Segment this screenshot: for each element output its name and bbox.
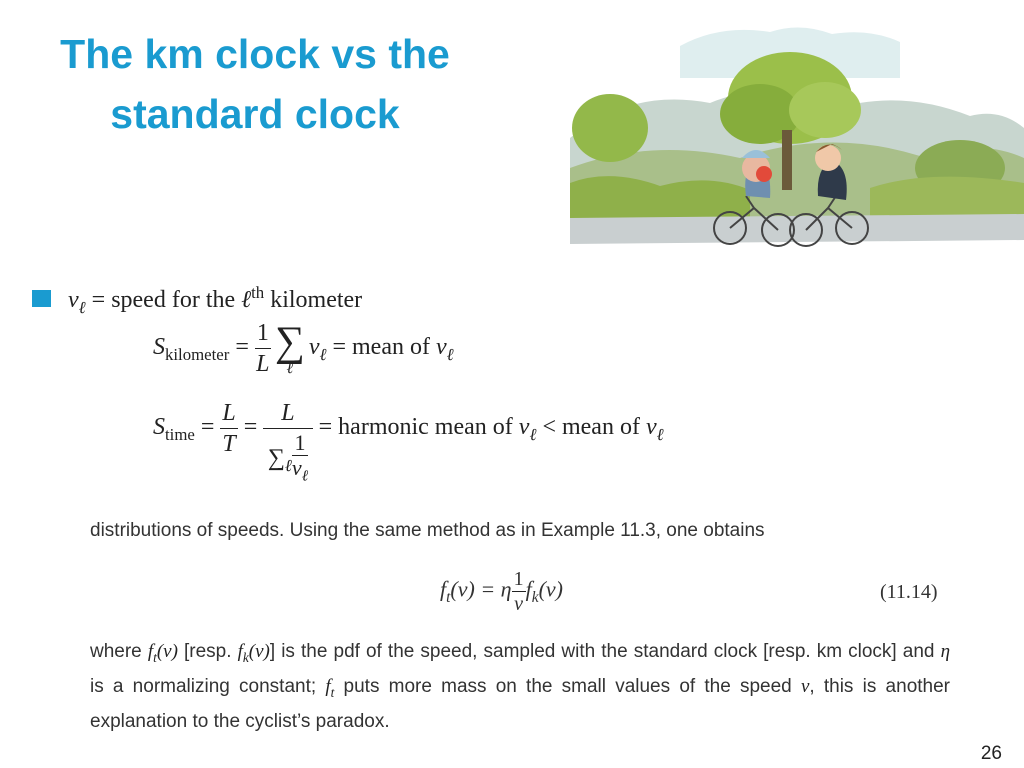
paper-eq-rhs: f — [525, 576, 532, 602]
para-fk: f — [237, 641, 243, 662]
eq1-var-sub: ℓ — [319, 344, 327, 364]
eq2-den-sigma-sub: ℓ — [284, 456, 292, 476]
para-d: is a normalizing constant; — [90, 675, 326, 697]
eq1-rhs: = mean of — [326, 334, 436, 361]
slide-title — [20, 24, 490, 144]
cyclists-illustration — [570, 18, 1024, 250]
eq1-lhs-sub: kilometer — [165, 344, 230, 364]
paper-equation-number: (11.14) — [880, 581, 938, 603]
title-line-2: standard clock — [110, 91, 400, 137]
eq1-equals: = — [229, 334, 255, 361]
eq2-rhs-var1: v — [518, 414, 530, 441]
eq1-var: v — [308, 334, 320, 361]
paper-eq-fraction — [512, 567, 526, 616]
paper-eq-lhs-sub: t — [446, 588, 451, 606]
bullet-symbol: v — [68, 287, 79, 313]
para-f: , this is another explanation to the cyclist’s paradox. — [90, 675, 950, 732]
eq2-inner-den: v — [291, 455, 302, 480]
eq1-sigma: ∑ — [274, 318, 305, 365]
para-a: where — [90, 641, 148, 662]
eq2-rhs-a: = harmonic mean of — [312, 414, 519, 441]
eq2-equals-2: = — [237, 414, 264, 441]
para-fk-sub: k — [242, 649, 249, 665]
bullet-text-b: kilometer — [264, 287, 363, 313]
eq2-frac2-den — [263, 429, 312, 488]
para-e: puts more mass on the small values of the speed — [334, 675, 801, 697]
bullet-marker — [32, 290, 51, 307]
eq1-rhs-var: v — [435, 334, 447, 361]
eq2-inner-num: 1 — [292, 431, 308, 456]
paper-paragraph — [90, 637, 950, 736]
eq1-lhs: S — [153, 334, 165, 361]
paper-eq-lhs: f — [440, 576, 447, 602]
page-number: 26 — [980, 743, 1002, 764]
eq2-inner-fraction — [292, 431, 308, 488]
eq1-sum — [274, 318, 305, 377]
eq2-lhs: S — [153, 414, 165, 441]
eq2-equals-1: = — [194, 414, 221, 441]
eq1-rhs-var-sub: ℓ — [446, 344, 454, 364]
eq2-rhs-var1-sub: ℓ — [529, 424, 537, 444]
paper-eq-rhs-arg: (v) — [538, 576, 563, 602]
eq2-fraction-1 — [220, 398, 237, 459]
para-fk-arg: (v) — [248, 641, 270, 662]
eq2-rhs-b: < mean of — [536, 414, 646, 441]
eq2-lhs-sub: time — [165, 424, 195, 444]
para-ft2: f — [325, 675, 331, 697]
paper-equation — [440, 567, 563, 616]
paper-eq-arg: (v) = η — [450, 576, 512, 602]
bullet-ell: ℓ — [241, 287, 252, 313]
paper-eq-rhs-sub: k — [531, 588, 539, 606]
para-c: ] is the pdf of the speed, sampled with the standard clock [resp. km clock] and — [269, 641, 941, 662]
eq2-frac2-num: L — [263, 398, 312, 429]
para-ft-sub: t — [153, 649, 157, 665]
para-v: v — [800, 675, 810, 697]
para-ft2-sub: t — [330, 684, 335, 700]
equation-time — [153, 398, 664, 488]
bullet-text — [68, 283, 362, 318]
bullet-symbol-sub: ℓ — [78, 297, 86, 317]
eq2-frac1-num: L — [220, 398, 237, 429]
equation-kilometer — [153, 318, 454, 379]
bullet-text-a: = speed for the — [85, 287, 242, 313]
eq2-inner-den-sub: ℓ — [301, 467, 309, 485]
eq1-fraction — [255, 318, 271, 379]
eq1-sigma-sub: ℓ — [286, 359, 294, 377]
eq2-fraction-2 — [263, 398, 312, 488]
paper-eq-frac-den: v — [514, 593, 524, 615]
eq2-frac1-den: T — [222, 431, 236, 457]
title-line-1: The km clock vs the — [60, 31, 450, 77]
bullet-sup: th — [251, 283, 265, 302]
paper-line-1: distributions of speeds. Using the same method as in Example 11.3, one obtains — [90, 520, 765, 541]
para-b: [resp. — [177, 641, 238, 662]
paper-eq-frac-num: 1 — [513, 568, 524, 590]
para-eta: η — [940, 641, 950, 662]
para-ft: f — [147, 641, 154, 662]
eq2-rhs-var2-sub: ℓ — [656, 424, 664, 444]
eq2-den-sigma: ∑ — [267, 445, 285, 472]
eq2-rhs-var2: v — [645, 414, 657, 441]
para-ft-arg: (v) — [156, 641, 178, 662]
eq1-frac-num: 1 — [255, 318, 271, 349]
eq1-frac-den: L — [256, 351, 270, 377]
